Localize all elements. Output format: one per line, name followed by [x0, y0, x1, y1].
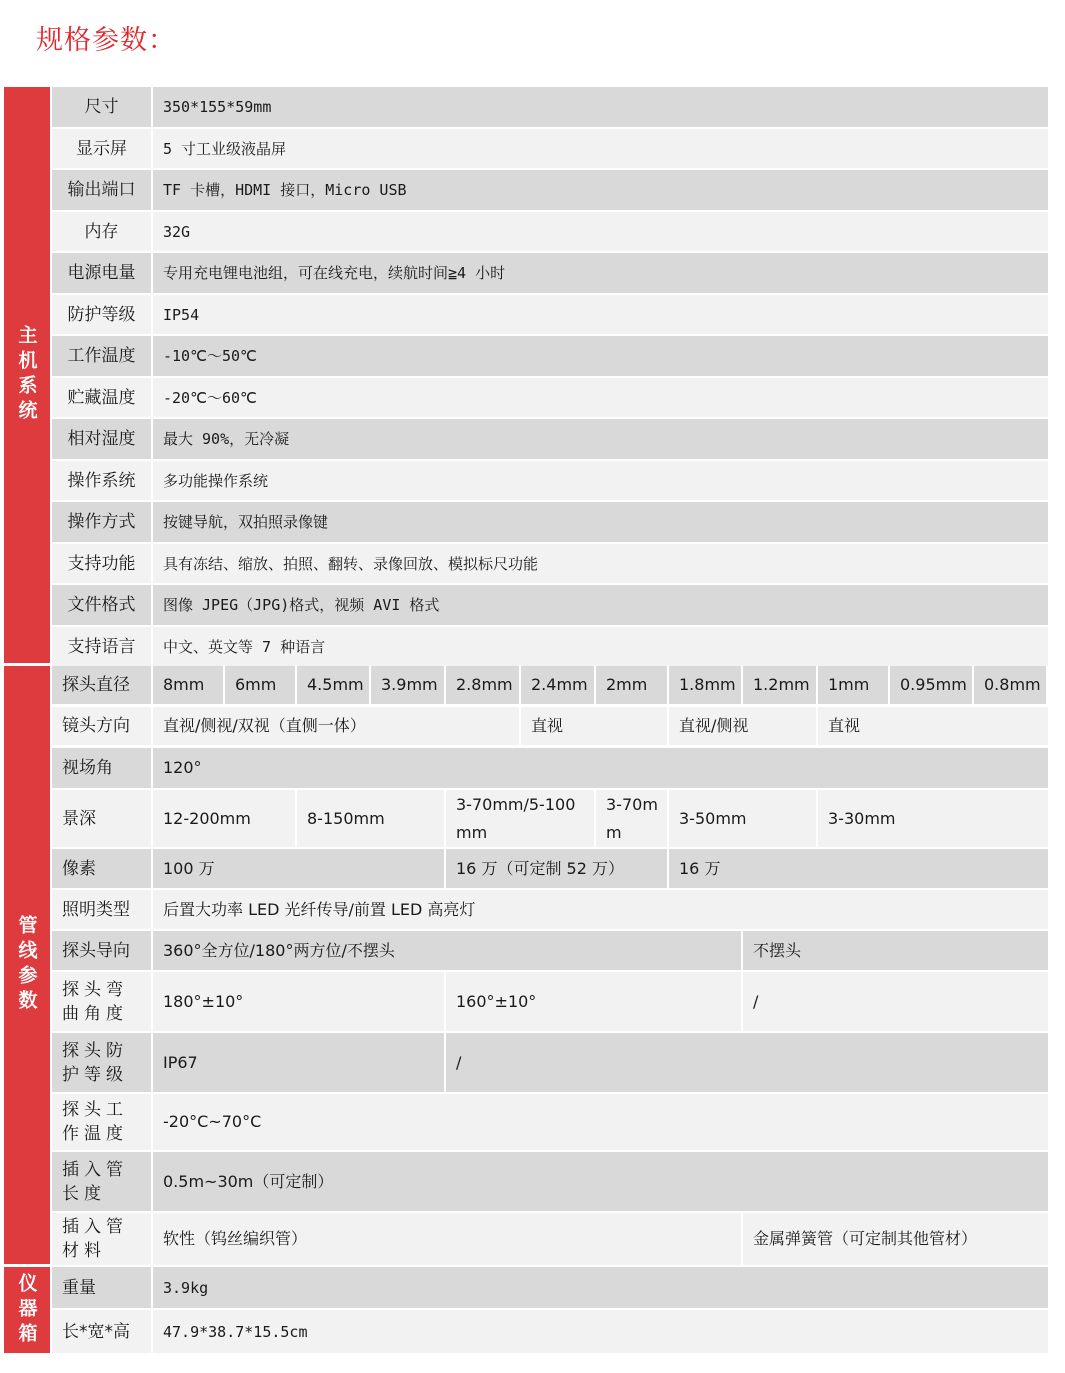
host-value-text: 专用充电锂电池组，可在线充电，续航时间≧4 小时	[163, 264, 506, 282]
pipe-label-material	[52, 1213, 151, 1265]
pipe-label-temp-text: 探头工作温度	[62, 1100, 128, 1144]
pipe-value-light	[153, 890, 1048, 929]
box-label	[52, 1267, 151, 1308]
pipe-value-temp-text: -20°C~70°C	[163, 1112, 262, 1131]
host-value	[153, 212, 1048, 251]
host-value	[153, 461, 1048, 500]
pipe-value-diameter	[225, 666, 295, 704]
pipe-value-pixels-text: 16 万（可定制 52 万）	[456, 858, 624, 878]
pipe-value-protect-text: IP67	[163, 1052, 198, 1072]
pipe-value-material-text: 金属弹簧管（可定制其他管材）	[753, 1229, 978, 1248]
host-label	[52, 129, 151, 168]
box-label-text: 长*宽*高	[62, 1321, 130, 1342]
host-label	[52, 627, 151, 666]
box-label	[52, 1310, 151, 1353]
host-label	[52, 544, 151, 583]
host-value-text: 最大 90%，无冷凝	[163, 430, 290, 448]
host-label	[52, 502, 151, 542]
host-label-text: 支持功能	[67, 553, 136, 574]
box-value	[153, 1310, 1048, 1353]
pipe-label-fov-text: 视场角	[62, 758, 113, 778]
host-label-text: 操作方式	[67, 512, 136, 532]
pipe-label-steer	[52, 931, 151, 970]
pipe-value-dof	[818, 790, 1048, 847]
pipe-value-length-text: 0.5m~30m（可定制）	[163, 1171, 334, 1191]
pipe-label-light	[52, 890, 151, 929]
pipe-value-bend-text: 180°±10°	[163, 991, 244, 1011]
pipe-value-protect-text: /	[456, 1052, 462, 1072]
box-value-text: 47.9*38.7*15.5cm	[163, 1322, 308, 1341]
host-value	[153, 336, 1048, 376]
host-value-text: 具有冻结、缩放、拍照、翻转、录像回放、模拟标尺功能	[163, 554, 539, 573]
pipe-label-bend	[52, 972, 151, 1031]
pipe-value-diameter-text: 1mm	[828, 675, 870, 694]
host-label-text: 支持语言	[67, 636, 136, 657]
pipe-value-diameter-text: 1.8mm	[679, 675, 736, 694]
pipe-value-bend-text: 160°±10°	[456, 991, 537, 1011]
pipe-value-dof-text: 3-30mm	[828, 808, 896, 828]
host-label-text: 尺寸	[84, 97, 119, 117]
host-value	[153, 253, 1048, 293]
host-value-text: IP54	[163, 305, 200, 324]
host-label	[52, 295, 151, 334]
pipe-label-dof	[52, 790, 151, 847]
pipe-value-diameter	[371, 666, 444, 704]
pipe-value-diameter	[521, 666, 594, 704]
host-label-text: 贮藏温度	[67, 387, 136, 408]
pipe-label-light-text: 照明类型	[62, 899, 130, 920]
host-label	[52, 253, 151, 293]
host-label	[52, 170, 151, 210]
pipe-value-steer-text: 360°全方位/180°两方位/不摆头	[163, 940, 395, 960]
host-label-text: 文件格式	[67, 595, 136, 615]
pipe-value-protect	[446, 1033, 1048, 1092]
pipe-value-dof	[446, 790, 594, 847]
pipe-value-diameter-text: 4.5mm	[307, 675, 364, 694]
pipe-value-bend	[153, 972, 444, 1031]
host-label	[52, 585, 151, 625]
pipe-value-lens-text: 直视/侧视/双视（直侧一体）	[163, 716, 366, 735]
pipe-value-diameter	[596, 666, 667, 704]
host-value	[153, 502, 1048, 542]
section-host-text: 主机系统	[15, 325, 38, 425]
host-label	[52, 87, 151, 127]
host-value-text: 中文、英文等 7 种语言	[163, 637, 326, 656]
pipe-label-diameter	[52, 666, 151, 704]
host-label-text: 防护等级	[67, 304, 136, 325]
box-value	[153, 1267, 1048, 1308]
section-box	[4, 1267, 50, 1353]
pipe-label-fov	[52, 748, 151, 788]
pipe-value-temp	[153, 1094, 1048, 1150]
pipe-value-diameter	[669, 666, 741, 704]
pipe-value-material	[153, 1213, 741, 1265]
host-value	[153, 170, 1048, 210]
pipe-value-pixels	[153, 849, 444, 888]
pipe-label-length-text: 插入管长度	[62, 1159, 128, 1204]
pipe-value-dof-text: 3-50mm	[679, 808, 747, 828]
pipe-value-diameter-text: 6mm	[235, 675, 277, 694]
pipe-value-material-text: 软性（钨丝编织管）	[163, 1229, 308, 1248]
host-label	[52, 212, 151, 251]
host-value-text: 按键导航，双拍照录像键	[163, 513, 329, 531]
host-value-text: -10℃～50℃	[163, 347, 257, 365]
pipe-value-diameter	[890, 666, 972, 704]
host-value-text: 图像 JPEG（JPG)格式，视频 AVI 格式	[163, 596, 440, 614]
pipe-value-dof-text: 3-70mm/5-100 mm	[456, 794, 576, 842]
pipe-value-diameter-text: 2mm	[606, 675, 648, 694]
pipe-label-lens-text: 镜头方向	[62, 716, 130, 736]
pipe-label-pixels	[52, 849, 151, 888]
pipe-value-pixels-text: 100 万	[163, 858, 215, 878]
pipe-value-dof-text: 12-200mm	[163, 808, 251, 828]
pipe-value-diameter-text: 0.8mm	[984, 675, 1041, 694]
pipe-value-steer-text: 不摆头	[753, 940, 802, 960]
pipe-value-lens-text: 直视	[828, 716, 861, 735]
host-value-text: 5 寸工业级液晶屏	[163, 139, 287, 158]
host-label	[52, 336, 151, 376]
section-box-text: 仪器箱	[15, 1272, 38, 1348]
host-value	[153, 544, 1048, 583]
host-value	[153, 378, 1048, 417]
host-value	[153, 87, 1048, 127]
pipe-value-pixels	[669, 849, 1048, 888]
pipe-value-dof-text: 3-70m m	[606, 794, 658, 842]
box-value-text: 3.9kg	[163, 1278, 209, 1297]
host-value	[153, 585, 1048, 625]
pipe-value-diameter	[446, 666, 519, 704]
host-value-text: -20℃～60℃	[163, 388, 257, 407]
pipe-label-protect-text: 探头防护等级	[62, 1040, 128, 1085]
pipe-value-material	[743, 1213, 1048, 1265]
pipe-value-lens	[521, 707, 667, 745]
pipe-value-diameter	[818, 666, 888, 704]
pipe-value-dof	[596, 790, 667, 847]
host-value	[153, 627, 1048, 666]
pipe-value-diameter	[743, 666, 816, 704]
pipe-value-diameter	[974, 666, 1046, 704]
host-label	[52, 378, 151, 417]
pipe-value-diameter-text: 2.4mm	[531, 675, 588, 694]
pipe-label-dof-text: 景深	[62, 808, 96, 829]
host-value	[153, 129, 1048, 168]
host-value-text: TF 卡槽，HDMI 接口，Micro USB	[163, 181, 407, 199]
pipe-value-steer	[743, 931, 1048, 970]
pipe-value-diameter-text: 2.8mm	[456, 675, 513, 694]
pipe-value-diameter	[153, 666, 223, 704]
pipe-label-bend-text: 探头弯曲角度	[62, 979, 128, 1024]
section-pipe	[4, 666, 50, 1264]
pipe-label-material-text: 插入管材料	[62, 1217, 128, 1261]
pipe-value-light-text: 后置大功率 LED 光纤传导/前置 LED 高亮灯	[163, 899, 476, 919]
section-pipe-text: 管线参数	[15, 915, 38, 1015]
host-label-text: 内存	[84, 221, 119, 242]
host-label-text: 操作系统	[67, 470, 136, 491]
pipe-value-diameter	[297, 666, 369, 704]
pipe-value-fov-text: 120°	[163, 758, 202, 777]
pipe-value-lens	[669, 707, 816, 745]
pipe-label-pixels-text: 像素	[62, 858, 96, 879]
pipe-label-diameter-text: 探头直径	[62, 675, 130, 695]
host-label	[52, 461, 151, 500]
pipe-label-lens	[52, 707, 151, 745]
host-label-text: 显示屏	[76, 138, 127, 159]
host-label	[52, 419, 151, 459]
host-label-text: 电源电量	[67, 263, 136, 283]
pipe-value-diameter-text: 0.95mm	[900, 675, 967, 694]
page-title: 规格参数：	[36, 25, 176, 56]
pipe-value-lens-text: 直视/侧视	[679, 716, 749, 735]
pipe-value-dof	[297, 790, 444, 847]
pipe-label-protect	[52, 1033, 151, 1092]
host-label-text: 工作温度	[67, 346, 136, 366]
pipe-value-diameter-text: 1.2mm	[753, 675, 810, 694]
host-label-text: 相对湿度	[67, 429, 136, 449]
pipe-value-bend-text: /	[753, 991, 759, 1011]
pipe-value-dof	[153, 790, 295, 847]
pipe-value-steer	[153, 931, 741, 970]
pipe-label-length	[52, 1152, 151, 1211]
pipe-value-pixels-text: 16 万	[679, 858, 721, 878]
pipe-label-temp	[52, 1094, 151, 1150]
host-value-text: 多功能操作系统	[163, 471, 269, 490]
host-value	[153, 419, 1048, 459]
host-value	[153, 295, 1048, 334]
section-host	[4, 87, 50, 663]
pipe-value-dof-text: 8-150mm	[307, 808, 385, 828]
pipe-value-lens	[153, 707, 519, 745]
host-value-text: 350*155*59mm	[163, 98, 272, 116]
pipe-value-diameter-text: 8mm	[163, 675, 205, 694]
pipe-value-diameter-text: 3.9mm	[381, 675, 438, 694]
pipe-value-bend	[446, 972, 741, 1031]
pipe-label-steer-text: 探头导向	[62, 940, 130, 961]
pipe-value-length	[153, 1152, 1048, 1211]
pipe-value-lens-text: 直视	[531, 716, 564, 735]
pipe-value-bend	[743, 972, 1048, 1031]
box-label-text: 重量	[62, 1277, 96, 1298]
pipe-value-pixels	[446, 849, 667, 888]
host-label-text: 输出端口	[67, 180, 136, 200]
pipe-value-fov	[153, 748, 1048, 788]
host-value-text: 32G	[163, 222, 191, 241]
pipe-value-dof	[669, 790, 816, 847]
pipe-value-protect	[153, 1033, 444, 1092]
pipe-value-lens	[818, 707, 1048, 745]
